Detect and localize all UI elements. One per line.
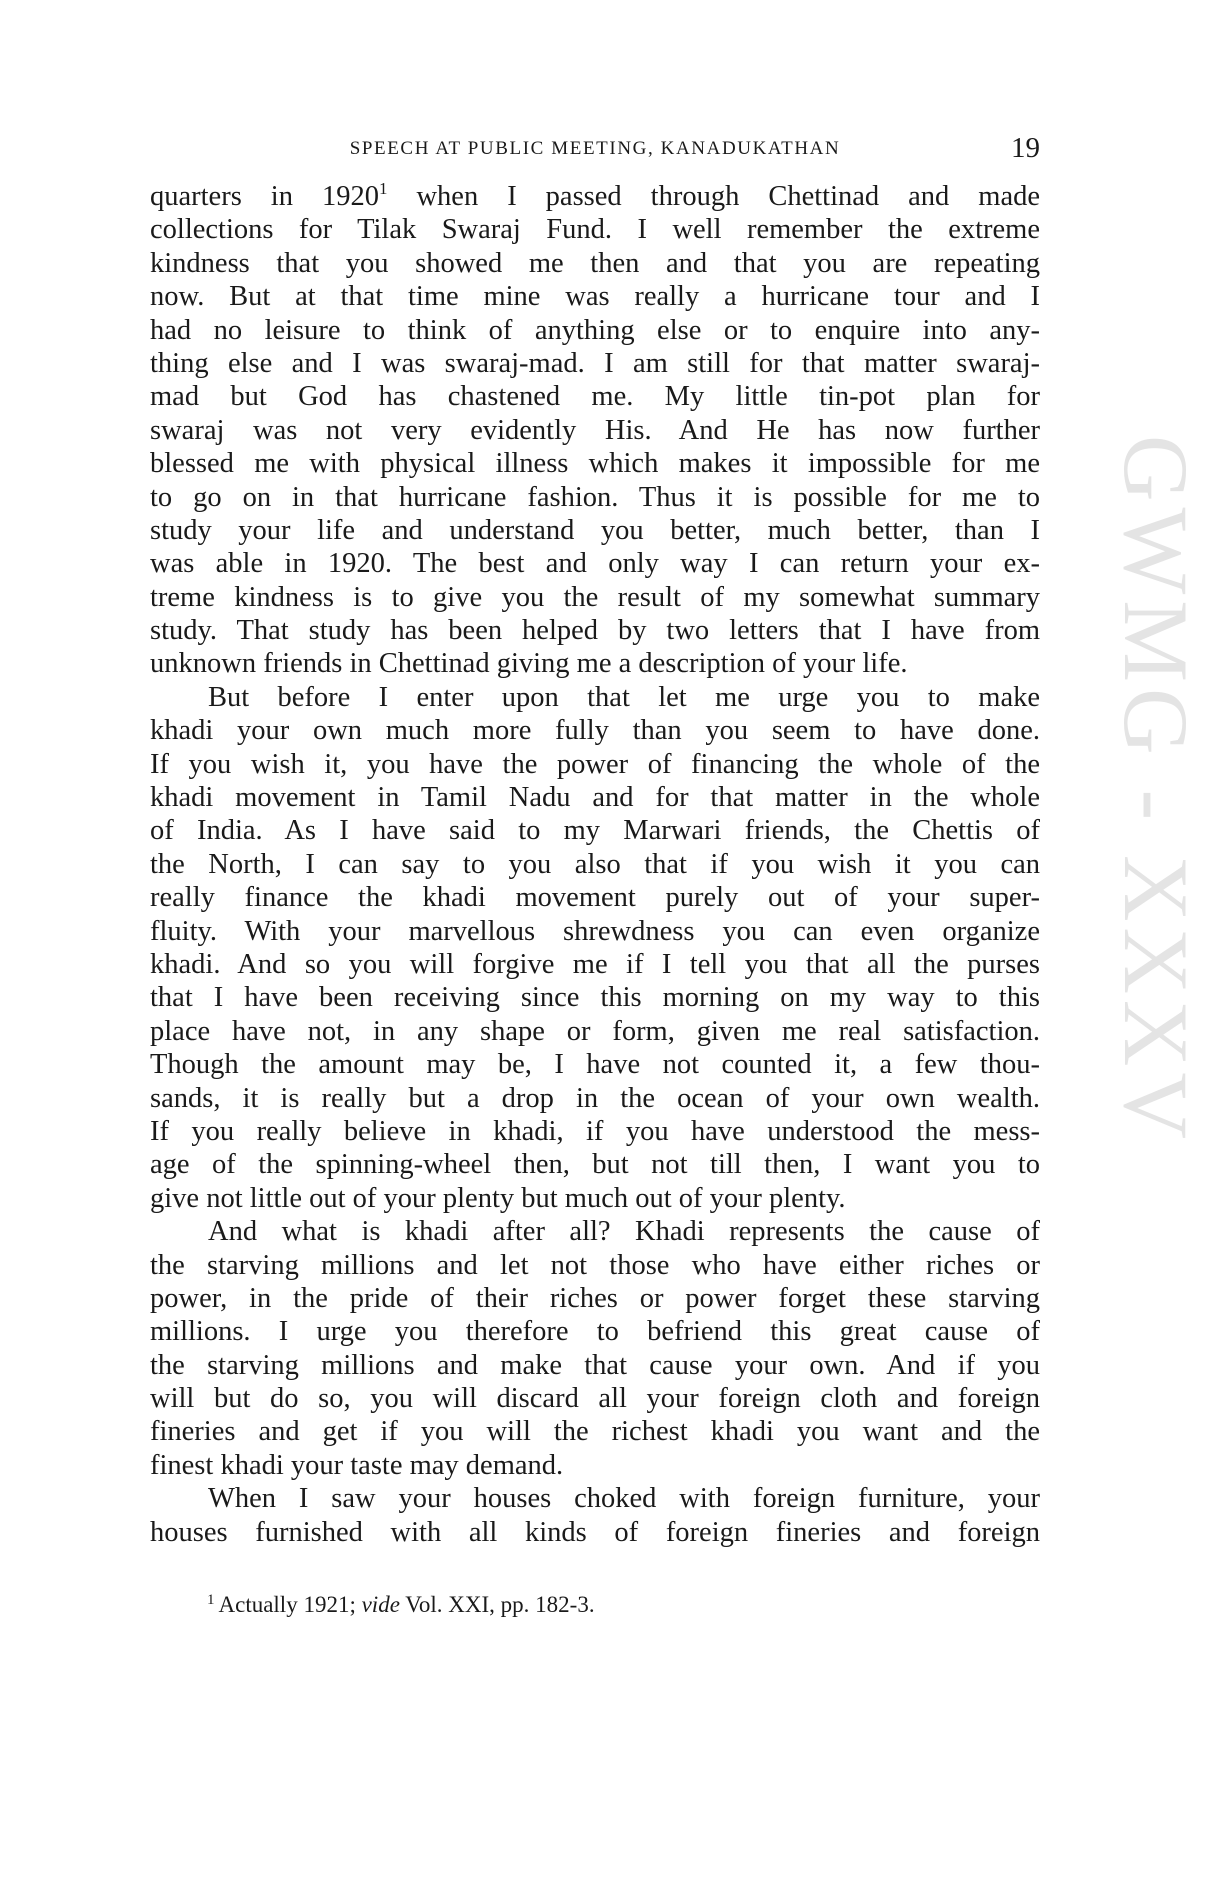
text-line: But before I enter upon that let me urge you to make <box>208 681 1040 713</box>
text-line: of India. As I have said to my Marwari friends, the Chettis of <box>150 815 1040 847</box>
text-line: When I saw your houses choked with foreign furniture, your <box>208 1483 1040 1515</box>
line-text: quarters in 1920 <box>150 181 379 212</box>
text-line: mad but God has chastened me. My little tin-pot plan for <box>150 381 1040 413</box>
text-line: will but do so, you will discard all your foreign cloth and foreign <box>150 1383 1040 1415</box>
text-line: khadi your own much more fully than you seem to have done. <box>150 715 1040 747</box>
text-line: give not little out of your plenty but much out of your plenty. <box>150 1182 846 1214</box>
footnote-text: Actually 1921; <box>218 1592 362 1617</box>
text-line: If you really believe in khadi, if you have understood the mess- <box>150 1115 1040 1147</box>
text-line: Though the amount may be, I have not counted it, a few thou- <box>150 1049 1040 1081</box>
text-line: kindness that you showed me then and that you are repeating <box>150 247 1040 279</box>
text-line: blessed me with physical illness which makes it impossible for me <box>150 448 1040 480</box>
text-line: the starving millions and let not those who have either riches or <box>150 1249 1040 1281</box>
text-line: was able in 1920. The best and only way I can return your ex- <box>150 548 1040 580</box>
text-line: khadi. And so you will forgive me if I tell you that all the purses <box>150 948 1040 980</box>
footnote <box>207 1590 1007 1620</box>
text-line: unknown friends in Chettinad giving me a description of your life. <box>150 648 908 680</box>
text-line: place have not, in any shape or form, given me real satisfaction. <box>150 1015 1040 1047</box>
text-line: study your life and understand you better, much better, than I <box>150 514 1040 546</box>
running-title: SPEECH AT PUBLIC MEETING, KANADUKATHAN <box>349 138 841 159</box>
watermark-graphic <box>1062 435 1207 1465</box>
text-line: had no leisure to think of anything else or to enquire into any- <box>150 314 1040 346</box>
text-line: houses furnished with all kinds of foreign fineries and foreign <box>150 1516 1040 1548</box>
text-line: the North, I can say to you also that if you wish it you can <box>150 848 1040 880</box>
text-line: thing else and I was swaraj-mad. I am still for that matter swaraj- <box>150 347 1040 379</box>
text-line: fluity. With your marvellous shrewdness you can even organize <box>150 915 1040 947</box>
body-text <box>150 180 1040 1549</box>
text-line: finest khadi your taste may demand. <box>150 1449 564 1481</box>
text-line: swaraj was not very evidently His. And He has now further <box>150 414 1040 446</box>
watermark <box>1062 435 1207 1465</box>
text-line: khadi movement in Tamil Nadu and for that matter in the whole <box>150 782 1040 814</box>
running-head <box>150 132 1040 172</box>
text-line: the starving millions and make that cause your own. And if you <box>150 1349 1040 1381</box>
text-line: really finance the khadi movement purely out of your super- <box>150 882 1040 914</box>
footnote-mark: 1 <box>207 1592 215 1608</box>
footnote-italic: vide <box>361 1592 400 1617</box>
text-line: power, in the pride of their riches or power forget these starving <box>150 1282 1040 1314</box>
text-line: If you wish it, you have the power of financing the whole of the <box>150 748 1040 780</box>
text-line: treme kindness is to give you the result of my somewhat summary <box>150 581 1040 613</box>
text-line: sands, it is really but a drop in the ocean of your own wealth. <box>150 1082 1040 1114</box>
text-line: age of the spinning-wheel then, but not till then, I want you to <box>150 1149 1040 1181</box>
footnote-reference[interactable]: 1 <box>378 179 388 198</box>
footnote-text: Vol. XXI, pp. 182-3. <box>399 1592 595 1617</box>
watermark-text: GWMG - XXXV <box>1105 435 1207 1145</box>
page-number: 19 <box>1011 132 1040 164</box>
text-line: millions. I urge you therefore to befriend this great cause of <box>150 1316 1040 1348</box>
text-line: that I have been receiving since this morning on my way to this <box>150 982 1040 1014</box>
text-line: fineries and get if you will the richest khadi you want and the <box>150 1416 1040 1448</box>
text-line: And what is khadi after all? Khadi represents the cause of <box>208 1216 1040 1248</box>
text-line <box>150 180 1040 213</box>
line-text: when I passed through Chettinad and made <box>387 181 1040 212</box>
text-line: now. But at that time mine was really a hurricane tour and I <box>150 281 1040 313</box>
text-line: collections for Tilak Swaraj Fund. I well remember the extreme <box>150 214 1040 246</box>
text-line: study. That study has been helped by two letters that I have from <box>150 615 1040 647</box>
text-line: to go on in that hurricane fashion. Thus it is possible for me to <box>150 481 1040 513</box>
